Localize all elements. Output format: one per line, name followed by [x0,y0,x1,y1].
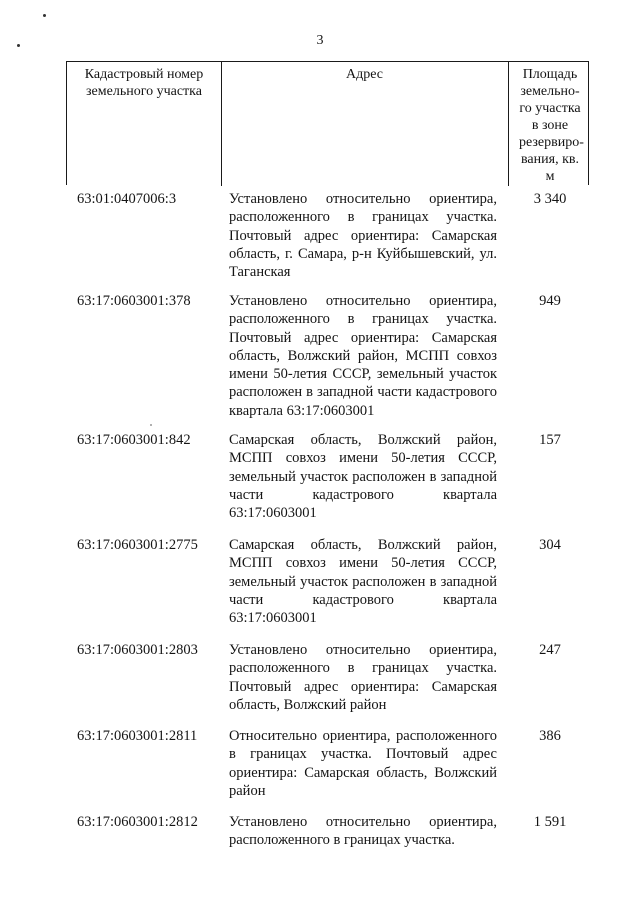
address: Установлено относительно ориентира, расположенного в границах участка. [229,814,497,849]
area-value: 247 [539,642,561,658]
address: Самарская область, Волжский район, МСПП совхоз имени 50-летия СССР, земельный участок расположен в западной части кадастрового квартала 63:17:0603001 [229,537,497,627]
area-value: 949 [539,293,561,309]
cadastral-number: 63:17:0603001:378 [77,293,191,309]
address: Установлено относительно ориентира, расположенного в границах участка. Почтовый адрес ориентира: Самарская область, Волжский район [229,642,497,713]
address: Относительно ориентира, расположенного в границах участка. Почтовый адрес ориентира: Самарская область, Волжский район [229,728,497,799]
cadastral-number: 63:17:0603001:2775 [77,537,198,553]
scan-speck [150,424,152,426]
header-cadastral-number: Кадастровый номер земельного участка [84,67,204,99]
area-value: 1 591 [533,814,567,830]
cadastral-number: 63:17:0603001:2811 [77,728,198,744]
column-divider [508,62,509,186]
header-area: Площадь земельно-го участка в зоне резервиро-вания, кв. м [519,67,584,184]
area-value: 3 340 [533,191,567,207]
cadastral-number: 63:17:0603001:2803 [77,642,198,658]
cadastral-number: 63:17:0603001:2812 [77,814,198,830]
cadastral-number: 63:17:0603001:842 [77,432,191,448]
address: Установлено относительно ориентира, расположенного в границах участка. Почтовый адрес ориентира: Самарская область, Волжский район, МСПП совхоз имени 50-летия СССР, земельный участок расположен в западной части кадастрового квартала 63:17:0603001 [229,293,497,419]
area-value: 157 [539,432,561,448]
header-address: Адрес [345,67,383,82]
scan-speck [43,14,46,17]
page-number: 3 [316,33,324,48]
address: Установлено относительно ориентира, расположенного в границах участка. Почтовый адрес ориентира: Самарская область, г. Самара, р-н Куйбышевский, ул. Таганская [229,191,497,281]
area-value: 386 [539,728,561,744]
cadastral-number: 63:01:0407006:3 [77,191,177,207]
area-value: 304 [539,537,561,553]
table-header [66,61,589,185]
address: Самарская область, Волжский район, МСПП совхоз имени 50-летия СССР, земельный участок расположен в западной части кадастрового квартала 63:17:0603001 [229,432,497,522]
